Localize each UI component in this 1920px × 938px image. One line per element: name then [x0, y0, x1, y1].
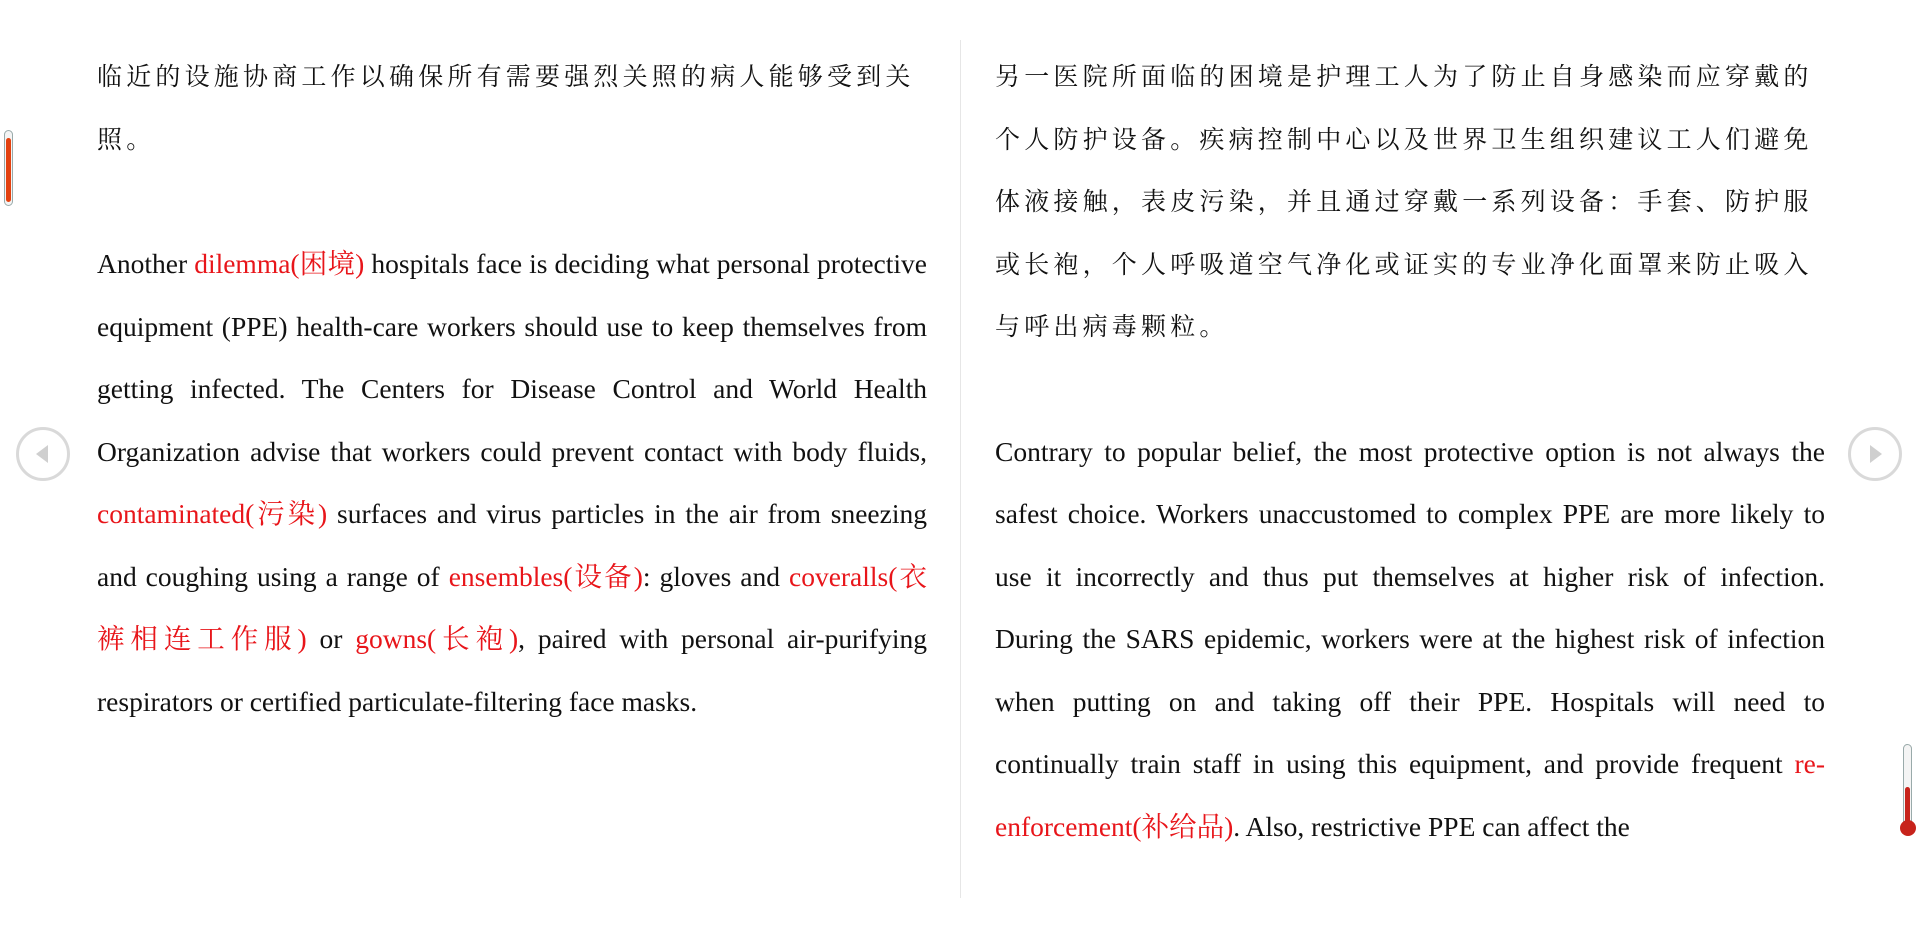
text-run: Contrary to popular belief, the most protective option is not always the safest choice. Workers unaccustomed to complex PPE are more likely to use it incorrectly and thus put themselves at higher risk of infection. During the SARS epidemic, workers were at the highest risk of infection when putting on and taking off their PPE. Hospitals will need to continually train staff in using this equipment, and provide frequent [995, 435, 1825, 779]
text-run: , paired with personal air-purifying respirators or certified particulate-filtering face masks. [97, 623, 927, 717]
chinese-paragraph: 另一医院所面临的困境是护理工人为了防止自身感染而应穿戴的个人防护设备。疾病控制中心以及世界卫生组织建议工人们避免体液接触，表皮污染，并且通过穿戴一系列设备：手套、防护服或长袍，个人呼吸道空气净化或证实的专业净化面罩来防止吸入与呼出病毒颗粒。 [995, 62, 1813, 341]
page-divider [960, 40, 961, 898]
text-run: . Also, restrictive PPE can affect the [1233, 810, 1630, 842]
next-page-button[interactable] [1848, 427, 1902, 481]
chevron-left-icon [19, 430, 67, 478]
english-paragraph [97, 233, 927, 733]
progress-fill [6, 138, 11, 202]
left-page [97, 46, 927, 795]
text-run: : gloves and [642, 560, 789, 592]
left-progress-indicator[interactable] [3, 130, 15, 206]
previous-page-button[interactable] [16, 427, 70, 481]
english-paragraph [995, 421, 1825, 859]
text-run: Another [97, 248, 195, 279]
thermometer-bulb [1900, 820, 1916, 836]
vocab-highlight[interactable]: contaminated(污染) [97, 498, 328, 529]
right-page [995, 46, 1825, 920]
text-run: hospitals face is deciding what personal protective equipment (PPE) health-care workers should use to keep themselves from getting infected. The Centers for Disease Control and World Health Organization advise that workers could prevent contact with body fluids, [97, 248, 927, 467]
chevron-right-icon [1851, 430, 1899, 478]
chinese-paragraph: 临近的设施协商工作以确保所有需要强烈关照的病人能够受到关照。 [97, 62, 915, 154]
vocab-highlight[interactable]: gowns(长袍) [355, 623, 519, 654]
text-run: surfaces and virus particles in the air from sneezing and coughing using a range of [97, 498, 927, 592]
vocab-highlight[interactable]: coveralls(衣裤相连工作服) [97, 560, 928, 654]
vocab-highlight[interactable]: dilemma(困境) [194, 248, 365, 279]
vocab-highlight[interactable]: ensembles(设备) [448, 560, 643, 592]
text-run: or [306, 623, 356, 654]
right-progress-indicator[interactable] [1902, 744, 1914, 830]
vocab-highlight[interactable]: re-enforcement(补给品) [995, 748, 1825, 842]
